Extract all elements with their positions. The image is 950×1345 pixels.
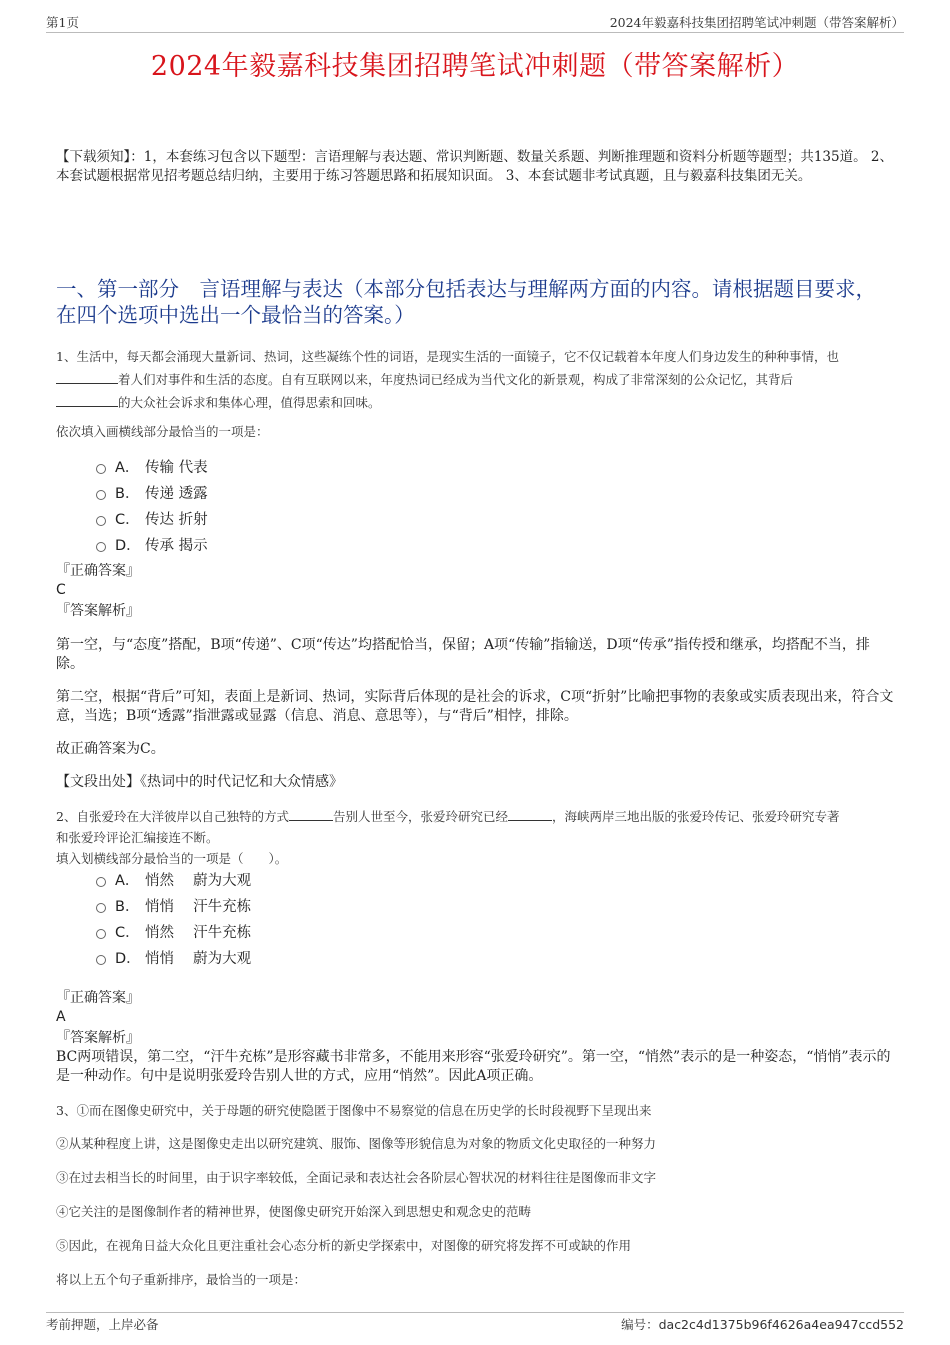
question-1-options <box>96 453 496 557</box>
analysis-conclusion: 故正确答案为C。 <box>56 741 165 757</box>
option-d[interactable]: D． 传承 揭示 <box>96 531 496 557</box>
analysis-paragraph-1: 第一空，与“态度”搭配，B项“传递”、C项“传达”均搭配恰当，保留；A项“传输”指输送，D项“传承”指传授和继承，均搭配不当，排除。 <box>56 637 870 672</box>
question-2-options <box>96 866 496 970</box>
correct-answer: A <box>56 1009 66 1025</box>
option-a[interactable]: A． 悄然 蔚为大观 <box>96 866 496 892</box>
question-2-prompt: 填入划横线部分最恰当的一项是（ ）。 <box>56 851 288 866</box>
fill-blank <box>289 808 333 821</box>
question-1-stem <box>56 345 896 414</box>
option-c[interactable]: C． 悄然 汗牛充栋 <box>96 918 496 944</box>
radio-icon[interactable] <box>96 464 106 474</box>
question-2-stem <box>56 806 896 869</box>
fill-blank <box>56 371 118 384</box>
question-1-prompt: 依次填入画横线部分最恰当的一项是： <box>56 424 269 439</box>
radio-icon[interactable] <box>96 929 106 939</box>
option-b[interactable]: B． 悄悄 汗牛充栋 <box>96 892 496 918</box>
question-3-prompt: 将以上五个句子重新排序，最恰当的一项是： <box>56 1272 307 1287</box>
question-3-sentence-5: ⑤因此，在视角日益大众化且更注重社会心态分析的新史学探索中，对图像的研究将发挥不可或缺的作用 <box>56 1238 632 1253</box>
question-3-sentence-1: 3、①而在图像史研究中，关于母题的研究使隐匿于图像中不易察觉的信息在历史学的长时段视野下呈现出来 <box>56 1103 652 1118</box>
radio-icon[interactable] <box>96 903 106 913</box>
analysis-paragraph: BC两项错误，第二空，“汗牛充栋”是形容藏书非常多，不能用来形容“张爱玲研究”。第一空，“悄然”表示的是一种姿态，“悄悄”表示的是一种动作。句中是说明张爱玲告别人世的方式，应用“悄然”。因此A项正确。 <box>56 1049 891 1084</box>
fill-blank <box>56 394 118 407</box>
question-3-sentence-3: ③在过去相当长的时间里，由于识字率较低，全面记录和表达社会各阶层心智状况的材料往往是图像而非文字 <box>56 1170 657 1185</box>
analysis-label: 『答案解析』 <box>56 603 140 619</box>
question-3-sentence-4: ④它关注的是图像制作者的精神世界，使图像史研究开始深入到思想史和观念史的范畴 <box>56 1204 532 1219</box>
correct-answer: C <box>56 582 66 598</box>
question-1-line-3: 的大众社会诉求和集体心理，值得思索和回味。 <box>56 391 896 414</box>
question-1-line-1: 1、生活中，每天都会涌现大量新词、热词，这些凝练个性的词语，是现实生活的一面镜子，它不仅记载着本年度人们身边发生的种种事情，也 <box>56 349 839 364</box>
download-notice: 【下载须知】：1，本套练习包含以下题型：言语理解与表达题、常识判断题、数量关系题、判断推理题和资料分析题等题型；共135道。 2、本套试题根据常见招考题总结归纳，主要用于练习答题思路和拓展知识面。 3、本套试题非考试真题，且与毅嘉科技集团无关。 <box>56 149 893 184</box>
document-code: 编号：dac2c4d1375b96f4626a4ea947ccd552 <box>621 1317 904 1332</box>
analysis-paragraph-2: 第二空，根据“背后”可知，表面上是新词、热词，实际背后体现的是社会的诉求，C项“折射”比喻把事物的表象或实质表现出来，符合文意，当选；B项“透露”指泄露或显露（信息、消息、意思等），与“背后”相悖，排除。 <box>56 689 894 724</box>
option-c[interactable]: C． 传达 折射 <box>96 505 496 531</box>
header-doc-title: 2024年毅嘉科技集团招聘笔试冲刺题（带答案解析） <box>609 15 904 30</box>
page-footer <box>46 1312 904 1335</box>
radio-icon[interactable] <box>96 516 106 526</box>
footer-slogan: 考前押题，上岸必备 <box>46 1317 159 1332</box>
page-header <box>46 10 904 33</box>
radio-icon[interactable] <box>96 542 106 552</box>
radio-icon[interactable] <box>96 955 106 965</box>
question-2-line-1: 2、自张爱玲在大洋彼岸以自己独特的方式 告别人世至今，张爱玲研究已经 ，海峡两岸三地出版的张爱玲传记、张爱玲研究专著 <box>56 809 840 824</box>
page-number: 第1页 <box>46 15 79 30</box>
radio-icon[interactable] <box>96 490 106 500</box>
passage-source: 【文段出处】《热词中的时代记忆和大众情感》 <box>56 774 343 790</box>
fill-blank <box>508 808 552 821</box>
section-heading: 一、第一部分 言语理解与表达（本部分包括表达与理解两方面的内容。请根据题目要求，在四个选项中选出一个最恰当的答案。） <box>56 277 876 327</box>
answer-label: 『正确答案』 <box>56 990 140 1006</box>
analysis-label: 『答案解析』 <box>56 1030 140 1046</box>
question-3-sentence-2: ②从某种程度上讲，这是图像史走出以研究建筑、服饰、图像等形貌信息为对象的物质文化史取径的一种努力 <box>56 1136 657 1151</box>
question-2-line-2: 和张爱玲评论汇编接连不断。 <box>56 830 219 845</box>
option-a[interactable]: A． 传输 代表 <box>96 453 496 479</box>
answer-label: 『正确答案』 <box>56 563 140 579</box>
option-d[interactable]: D． 悄悄 蔚为大观 <box>96 944 496 970</box>
option-b[interactable]: B． 传递 透露 <box>96 479 496 505</box>
radio-icon[interactable] <box>96 877 106 887</box>
question-1-line-2: 着人们对事件和生活的态度。自有互联网以来，年度热词已经成为当代文化的新景观，构成了非常深刻的公众记忆，其背后 <box>56 368 896 391</box>
document-title: 2024年毅嘉科技集团招聘笔试冲刺题（带答案解析） <box>150 51 800 82</box>
